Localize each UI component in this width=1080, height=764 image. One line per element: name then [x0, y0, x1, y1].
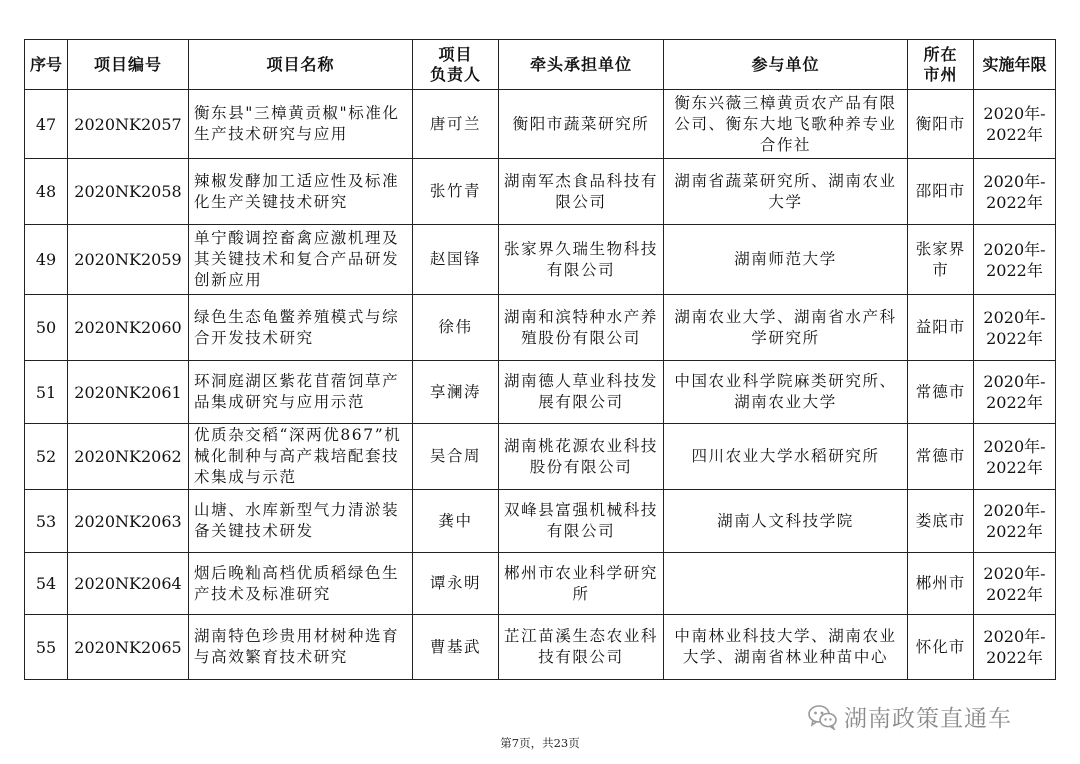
cell-partners: 四川农业大学水稻研究所	[664, 424, 908, 490]
table-row	[25, 225, 1056, 295]
period-end: 2022年	[986, 192, 1043, 212]
cell-name: 环洞庭湖区紫花苜蓿饲草产品集成研究与应用示范	[189, 361, 413, 424]
cell-period	[974, 490, 1056, 553]
table-body	[25, 90, 1056, 680]
cell-name: 衡东县"三樟黄贡椒"标准化生产技术研究与应用	[189, 90, 413, 159]
cell-seq: 55	[25, 615, 68, 680]
header-city	[908, 40, 974, 90]
table-row	[25, 361, 1056, 424]
table-row	[25, 490, 1056, 553]
watermark	[808, 700, 1012, 733]
cell-seq: 47	[25, 90, 68, 159]
cell-lead-unit: 郴州市农业科学研究所	[499, 553, 664, 615]
cell-period	[974, 90, 1056, 159]
period-start: 2020年-	[983, 171, 1046, 191]
cell-leader: 享澜涛	[413, 361, 499, 424]
table-row	[25, 424, 1056, 490]
period-end: 2022年	[986, 648, 1043, 667]
cell-lead-unit: 湖南德人草业科技发展有限公司	[499, 361, 664, 424]
header-city-line1: 所在	[923, 44, 958, 64]
cell-partners: 中南林业科技大学、湖南农业大学、湖南省林业种苗中心	[664, 615, 908, 680]
cell-code: 2020NK2062	[68, 424, 189, 490]
header-name: 项目名称	[189, 40, 413, 90]
header-period: 实施年限	[974, 40, 1056, 90]
cell-partners: 湖南师范大学	[664, 225, 908, 295]
cell-name: 绿色生态龟鳖养殖模式与综合开发技术研究	[189, 295, 413, 361]
cell-seq: 49	[25, 225, 68, 295]
cell-partners: 湖南农业大学、湖南省水产科学研究所	[664, 295, 908, 361]
header-leader	[413, 40, 499, 90]
project-table	[24, 39, 1056, 680]
table-row	[25, 90, 1056, 159]
period-start: 2020年-	[983, 372, 1046, 391]
watermark-text: 湖南政策直通车	[844, 706, 1012, 732]
cell-code: 2020NK2061	[68, 361, 189, 424]
period-end: 2022年	[986, 125, 1043, 144]
cell-partners: 中国农业科学院麻类研究所、湖南农业大学	[664, 361, 908, 424]
header-partners: 参与单位	[664, 40, 908, 90]
cell-partners: 湖南人文科技学院	[664, 490, 908, 553]
period-start: 2020年-	[983, 307, 1046, 327]
cell-leader: 唐可兰	[413, 90, 499, 159]
cell-city: 常德市	[908, 361, 974, 424]
period-end: 2022年	[986, 328, 1043, 348]
period-end: 2022年	[986, 584, 1043, 604]
table-row	[25, 553, 1056, 615]
wechat-icon	[808, 704, 838, 730]
table-row	[25, 615, 1056, 680]
table-header-row	[25, 40, 1056, 90]
cell-leader: 龚中	[413, 490, 499, 553]
cell-period	[974, 295, 1056, 361]
period-start: 2020年-	[983, 627, 1046, 646]
period-start: 2020年-	[983, 563, 1046, 583]
cell-partners: 湖南省蔬菜研究所、湖南农业大学	[664, 159, 908, 225]
cell-name: 烟后晚籼高档优质稻绿色生产技术及标准研究	[189, 553, 413, 615]
cell-name: 优质杂交稻“深两优867”机械化制种与高产栽培配套技术集成与示范	[189, 424, 413, 490]
table-row	[25, 295, 1056, 361]
cell-code: 2020NK2063	[68, 490, 189, 553]
cell-lead-unit: 湖南和滨特种水产养殖股份有限公司	[499, 295, 664, 361]
cell-period	[974, 424, 1056, 490]
cell-seq: 54	[25, 553, 68, 615]
cell-lead-unit: 衡阳市蔬菜研究所	[499, 90, 664, 159]
header-code: 项目编号	[68, 40, 189, 90]
period-start: 2020年-	[983, 239, 1046, 259]
cell-name: 湖南特色珍贵用材树种选育与高效繁育技术研究	[189, 615, 413, 680]
cell-code: 2020NK2065	[68, 615, 189, 680]
cell-period	[974, 159, 1056, 225]
cell-city: 郴州市	[908, 553, 974, 615]
cell-lead-unit: 双峰县富强机械科技有限公司	[499, 490, 664, 553]
cell-lead-unit: 张家界久瑞生物科技有限公司	[499, 225, 664, 295]
cell-city: 益阳市	[908, 295, 974, 361]
cell-lead-unit: 湖南桃花源农业科技股份有限公司	[499, 424, 664, 490]
cell-leader: 谭永明	[413, 553, 499, 615]
cell-period	[974, 225, 1056, 295]
cell-period	[974, 553, 1056, 615]
cell-seq: 48	[25, 159, 68, 225]
cell-code: 2020NK2058	[68, 159, 189, 225]
cell-lead-unit: 湖南军杰食品科技有限公司	[499, 159, 664, 225]
cell-city: 常德市	[908, 424, 974, 490]
table-row	[25, 159, 1056, 225]
cell-code: 2020NK2060	[68, 295, 189, 361]
cell-code: 2020NK2064	[68, 553, 189, 615]
cell-leader: 张竹青	[413, 159, 499, 225]
cell-code: 2020NK2059	[68, 225, 189, 295]
cell-partners	[664, 553, 908, 615]
cell-code: 2020NK2057	[68, 90, 189, 159]
cell-seq: 52	[25, 424, 68, 490]
cell-period	[974, 361, 1056, 424]
header-lead-unit: 牵头承担单位	[499, 40, 664, 90]
period-start: 2020年-	[983, 104, 1046, 123]
cell-seq: 53	[25, 490, 68, 553]
cell-leader: 曹基武	[413, 615, 499, 680]
cell-lead-unit: 芷江苗溪生态农业科技有限公司	[499, 615, 664, 680]
page-number: 第7页，共23页	[500, 736, 580, 750]
header-city-line2: 市州	[923, 64, 958, 84]
period-start: 2020年-	[983, 501, 1046, 520]
cell-name: 辣椒发酵加工适应性及标准化生产关键技术研究	[189, 159, 413, 225]
cell-city: 娄底市	[908, 490, 974, 553]
cell-city: 邵阳市	[908, 159, 974, 225]
cell-name: 山塘、水库新型气力清淤装备关键技术研发	[189, 490, 413, 553]
period-end: 2022年	[986, 522, 1043, 541]
header-seq: 序号	[25, 40, 68, 90]
cell-city: 张家界市	[908, 225, 974, 295]
period-end: 2022年	[986, 260, 1043, 280]
period-end: 2022年	[986, 457, 1043, 477]
header-leader-line1: 项目	[438, 44, 473, 64]
cell-name: 单宁酸调控畜禽应激机理及其关键技术和复合产品研发创新应用	[189, 225, 413, 295]
cell-leader: 赵国锋	[413, 225, 499, 295]
cell-leader: 吴合周	[413, 424, 499, 490]
cell-leader: 徐伟	[413, 295, 499, 361]
header-leader-line2: 负责人	[429, 64, 481, 84]
cell-seq: 50	[25, 295, 68, 361]
period-start: 2020年-	[983, 436, 1046, 456]
cell-city: 怀化市	[908, 615, 974, 680]
cell-city: 衡阳市	[908, 90, 974, 159]
period-end: 2022年	[986, 393, 1043, 412]
cell-seq: 51	[25, 361, 68, 424]
cell-period	[974, 615, 1056, 680]
cell-partners: 衡东兴薇三樟黄贡农产品有限公司、衡东大地飞歌种养专业合作社	[664, 90, 908, 159]
